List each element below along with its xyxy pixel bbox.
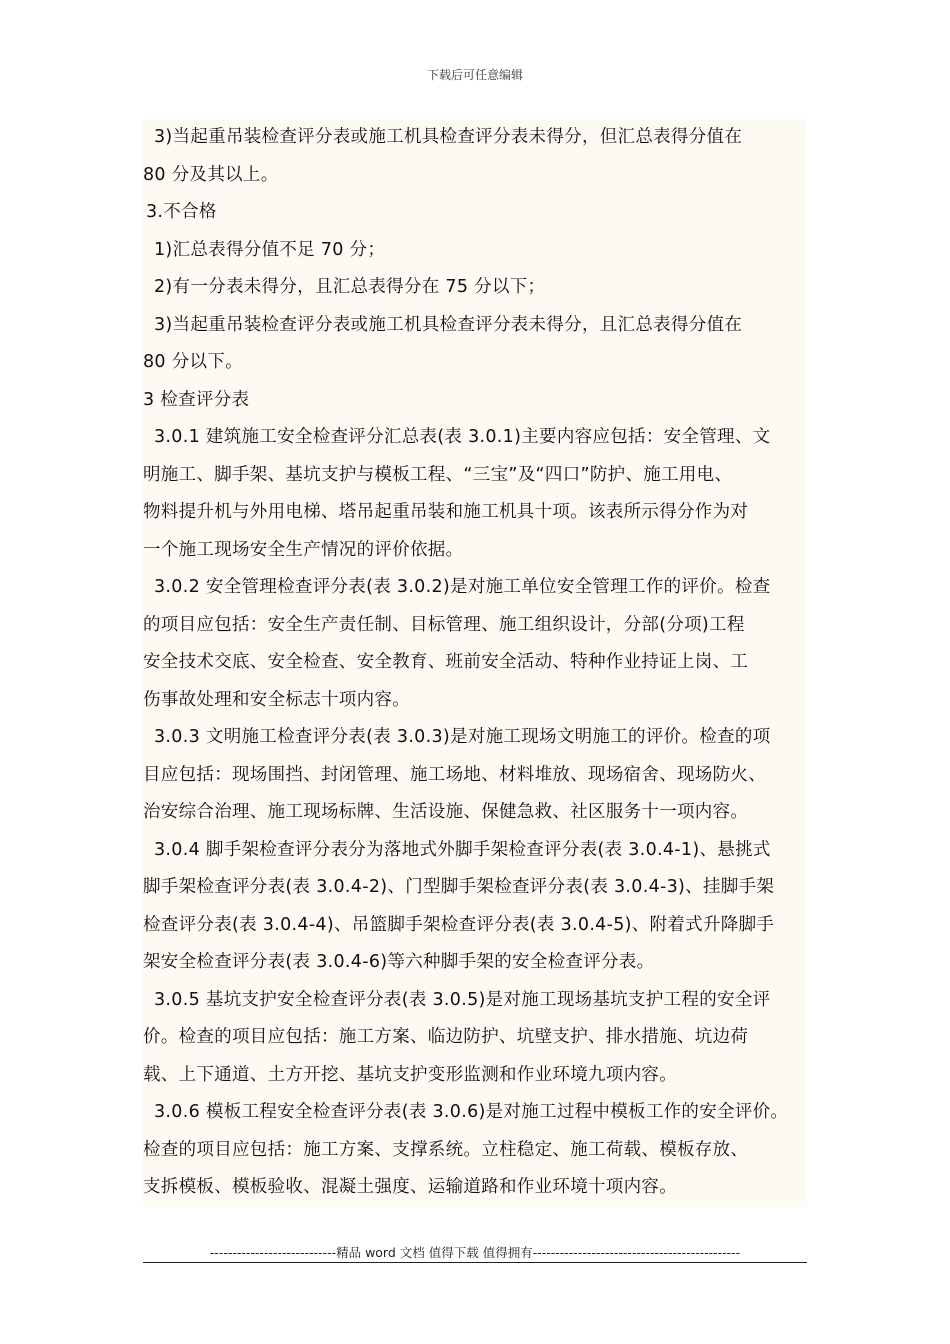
text-line: 3.0.1 建筑施工安全检查评分汇总表(表 3.0.1)主要内容应包括：安全管理、文 [154,427,771,447]
text-line: 物料提升机与外用电梯、塔吊起重吊装和施工机具十项。该表所示得分作为对 [143,502,749,522]
text-line: 目应包括：现场围挡、封闭管理、施工场地、材料堆放、现场宿舍、现场防火、 [143,764,766,785]
text-line: 2)有一分表未得分，且汇总表得分在 75 分以下； [154,277,546,297]
text-line: 价。检查的项目应包括：施工方案、临边防护、坑壁支护、排水措施、坑边荷 [143,1027,749,1047]
text-line: 明施工、脚手架、基坑支护与模板工程、“三宝”及“四口”防护、施工用电、 [143,464,733,485]
text-line: 80 分及其以上。 [143,164,279,185]
text-line: 1)汇总表得分值不足 70 分； [154,239,386,260]
text-line: 3.0.3 文明施工检查评分表(表 3.0.3)是对施工现场文明施工的评价。检查的项 [154,727,771,747]
text-line: 安全技术交底、安全检查、安全教育、班前安全活动、特种作业持证上岗、工 [143,652,749,672]
text-line: 架安全检查评分表(表 3.0.4-6)等六种脚手架的安全检查评分表。 [143,952,655,972]
text-line: 检查的项目应包括：施工方案、支撑系统。立柱稳定、施工荷载、模板存放、 [143,1139,749,1160]
text-line: 3.0.6 模板工程安全检查评分表(表 3.0.6)是对施工过程中模板工作的安全评价。 [154,1102,789,1122]
text-line: 80 分以下。 [143,352,243,372]
footer-divider [143,1262,807,1263]
text-line: 脚手架检查评分表(表 3.0.4-2)、门型脚手架检查评分表(表 3.0.4-3)、挂脚手架 [143,877,775,897]
text-line: 支拆模板、模板验收、混凝土强度、运输道路和作业环境十项内容。 [143,1177,677,1197]
text-line: 3.0.5 基坑支护安全检查评分表(表 3.0.5)是对施工现场基坑支护工程的安全评 [154,989,771,1010]
text-line: 治安综合治理、施工现场标牌、生活设施、保健急救、社区服务十一项内容。 [143,802,749,822]
text-line: 3)当起重吊装检查评分表或施工机具检查评分表未得分，但汇总表得分值在 [154,127,743,147]
text-line: 检查评分表(表 3.0.4-4)、吊篮脚手架检查评分表(表 3.0.4-5)、附着式升降脚手 [143,914,775,935]
text-line: 载、上下通道、土方开挖、基坑支护变形监测和作业环境九项内容。 [143,1064,677,1085]
text-line: 的项目应包括：安全生产责任制、目标管理、施工组织设计，分部(分项)工程 [143,614,745,635]
page-footer: ----------------------------精品 word 文档 值得下载 值得拥有---------------------------------------------- [209,1245,741,1260]
text-line: 3.0.4 脚手架检查评分表分为落地式外脚手架检查评分表(表 3.0.4-1)、悬挑式 [154,839,771,860]
text-line: 3)当起重吊装检查评分表或施工机具检查评分表未得分，且汇总表得分值在 [154,314,743,335]
document-body [143,119,807,1207]
text-line: 伤事故处理和安全标志十项内容。 [143,689,410,710]
text-line: 3.不合格 [146,202,217,222]
text-line: 3.0.2 安全管理检查评分表(表 3.0.2)是对施工单位安全管理工作的评价。检查 [154,577,771,597]
page-header: 下载后可任意编辑 [426,68,523,82]
text-line: 一个施工现场安全生产情况的评价依据。 [143,539,464,560]
text-line: 3 检查评分表 [143,389,250,410]
